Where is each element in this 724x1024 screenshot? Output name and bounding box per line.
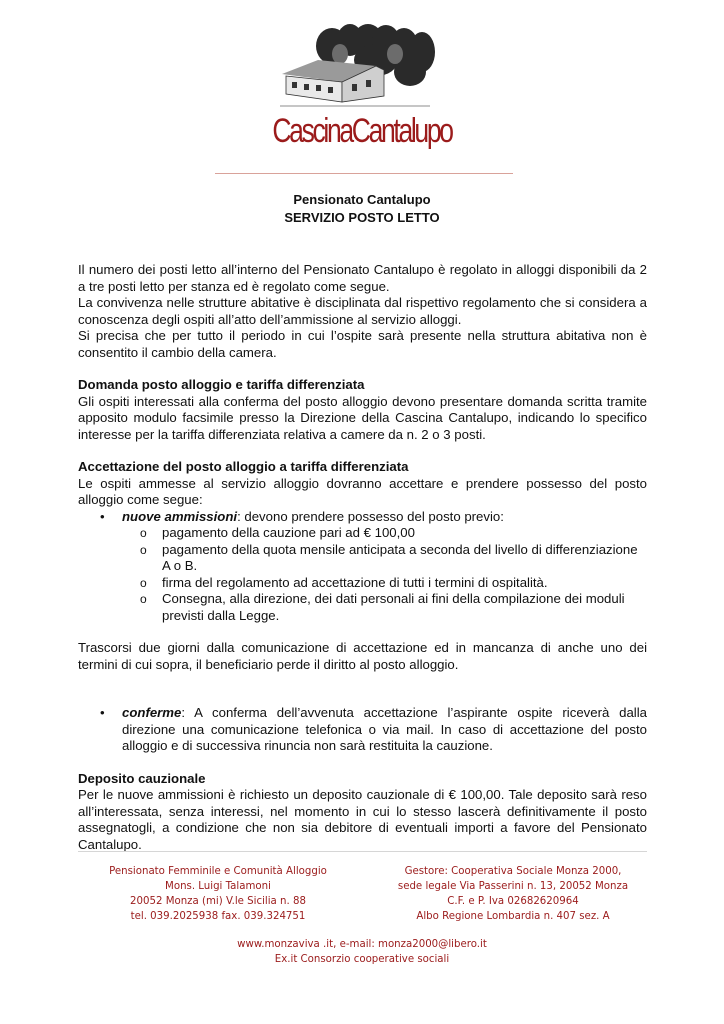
footer-left-line: tel. 039.2025938 fax. 039.324751 (130, 911, 306, 922)
sub-item-text: pagamento della quota mensile anticipata a seconda del livello di differenziazione A o B. (162, 541, 638, 573)
document-body (78, 262, 647, 853)
sub-item-text: firma del regolamento ad accettazione di tutti i termini di ospitalità. (162, 574, 548, 590)
sub-list-item (140, 575, 647, 592)
section-heading-accettazione: Accettazione del posto alloggio a tariffa differenziata (78, 459, 409, 474)
footer-right-line: sede legale Via Passerini n. 13, 20052 Monza (397, 881, 629, 892)
sub-item-text: Consegna, alla direzione, dei dati personali ai fini della compilazione dei moduli previsti dalla Legge. (162, 591, 625, 623)
footer-divider (78, 851, 647, 852)
bullet-conferme (100, 705, 647, 755)
footer-left-block (88, 864, 348, 924)
footer-contact-block (0, 937, 724, 967)
page-title: Pensionato Cantalupo (293, 192, 431, 207)
footer-consortium-line: Ex.it Consorzio cooperative sociali (274, 954, 450, 965)
section-heading-deposito: Deposito cauzionale (78, 770, 206, 786)
section-heading-domanda: Domanda posto alloggio e tariffa differenziata (78, 377, 365, 392)
bullet-nuove-ammissioni (100, 509, 647, 526)
bullet-text: : A conferma dell’avvenuta accettazione l’aspirante ospite riceverà dalla direzione una comunicazione telefonica o via mail. In caso di accettazione del posto alloggio e di successiva rinuncia non sarà restituita la cauzione. (122, 705, 647, 753)
acceptance-note: Trascorsi due giorni dalla comunicazione di accettazione ed in mancanza di anche uno dei termini di cui sopra, il beneficiario perde il diritto al posto alloggio. (78, 640, 647, 672)
intro-paragraph-2: La convivenza nelle strutture abitative è disciplinata dal rispettivo regolamento che si considera a conoscenza degli ospiti all’atto dell’ammissione al servizio alloggi. (78, 295, 647, 327)
sub-list-item (140, 591, 647, 624)
section-body-accettazione: Le ospiti ammesse al servizio alloggio dovranno accettare e prendere possesso del posto alloggio come segue: (78, 475, 647, 507)
sub-bullet-icon: o (140, 542, 147, 557)
page-subtitle: SERVIZIO POSTO LETTO (284, 210, 440, 225)
sub-bullet-icon: o (140, 592, 147, 606)
bullet-label: nuove ammissioni (122, 508, 238, 524)
section-body-domanda: Gli ospiti interessati alla conferma del posto alloggio devono presentare domanda scritta tramite apposito modulo facsimile presso la Direzione della Cascina Cantalupo, indicando lo specifico interesse per la tariffa differenziata relativa a camere da n. 2 o 3 posti. (78, 393, 647, 442)
brand-wordmark: CascinaCantalupo (272, 112, 452, 150)
footer-left-line: Mons. Luigi Talamoni (165, 881, 271, 892)
footer-right-line: Albo Regione Lombardia n. 407 sez. A (416, 911, 610, 922)
intro-paragraph-3: Si precisa che per tutto il periodo in cui l’ospite sarà presente nella struttura abitativa non è consentito il cambio della camera. (78, 328, 647, 360)
sub-list-item (140, 525, 647, 542)
bullet-icon: • (100, 705, 105, 720)
sub-list-item (140, 542, 647, 575)
footer-right-line: C.F. e P. Iva 02682620964 (447, 896, 579, 907)
footer-contact-line: www.monzaviva .it, e-mail: monza2000@libero.it (237, 939, 487, 950)
bullet-icon: • (100, 508, 105, 524)
bullet-label: conferme (122, 705, 182, 720)
section-body-deposito: Per le nuove ammissioni è richiesto un deposito cauzionale di € 100,00. Tale deposito sarà reso all’interessata, senza interessi, nel momento in cui lo stesso lascerà definitivamente il posto assegnatogli, a condizione che non sia debitore di eventuali importi a favore del Pensionato Cantalupo. (78, 787, 647, 852)
sub-bullet-icon: o (140, 526, 147, 540)
cascina-logo-illustration (280, 24, 440, 110)
intro-paragraph-1: Il numero dei posti letto all’interno del Pensionato Cantalupo è regolato in alloggi disponibili da 2 a tre posti letto per stanza ed è regolato come segue. (78, 262, 647, 294)
bullet-text: : devono prendere possesso del posto previo: (237, 508, 504, 524)
sub-item-text: pagamento della cauzione pari ad € 100,00 (162, 525, 415, 540)
footer-left-line: Pensionato Femminile e Comunità Alloggio (109, 866, 327, 877)
sub-bullet-icon: o (140, 575, 147, 590)
header-divider (215, 173, 513, 174)
footer-right-block (378, 864, 648, 924)
footer-right-line: Gestore: Cooperativa Sociale Monza 2000, (404, 866, 622, 877)
footer-left-line: 20052 Monza (mi) V.le Sicilia n. 88 (130, 896, 306, 907)
